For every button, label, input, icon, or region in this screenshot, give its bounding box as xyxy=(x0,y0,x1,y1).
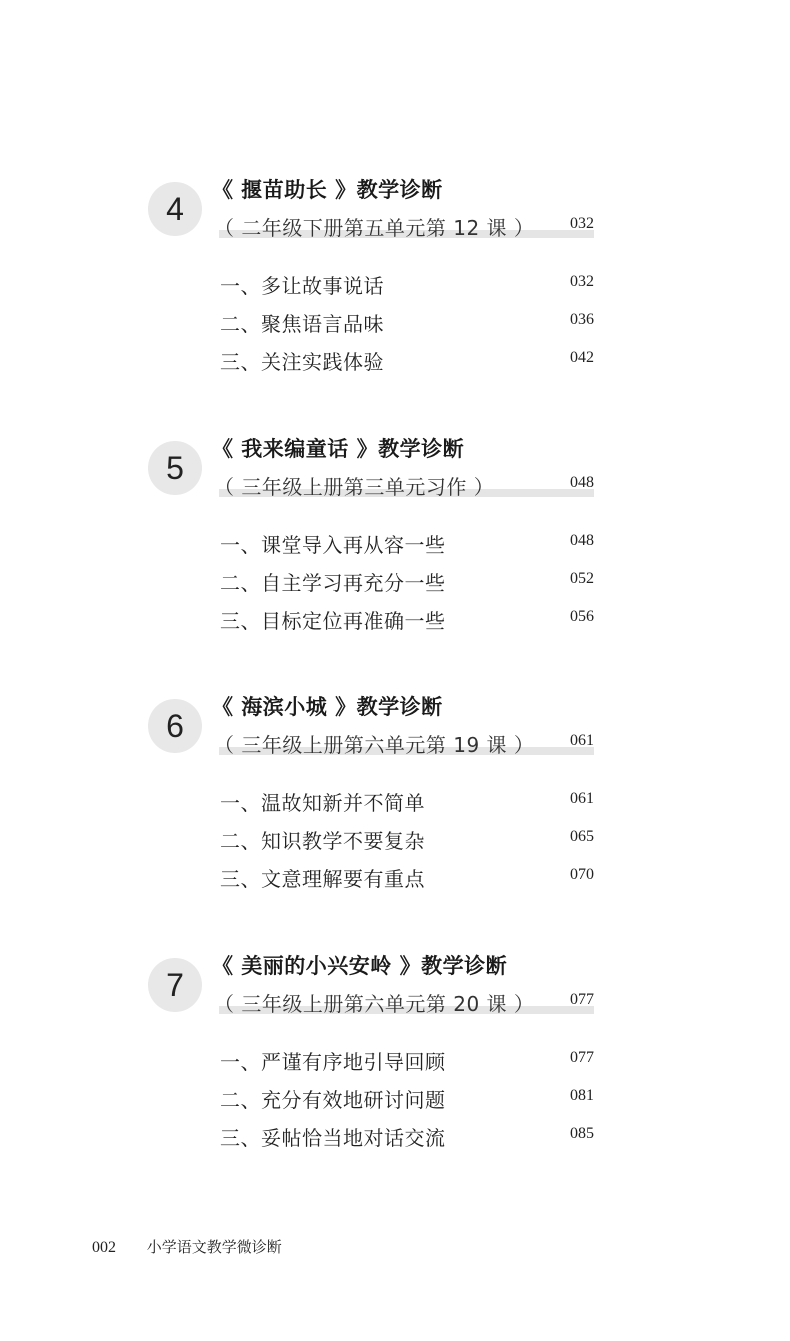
chapter-page-number: 032 xyxy=(570,215,594,232)
section-item[interactable] xyxy=(220,308,594,338)
section-item[interactable] xyxy=(220,863,594,893)
section-label: 一、多让故事说话 xyxy=(220,274,384,298)
chapter-title[interactable]: 《 美丽的小兴安岭 》教学诊断 xyxy=(212,954,508,978)
chapter-page-number: 077 xyxy=(570,991,594,1008)
toc-entry-6 xyxy=(0,695,790,919)
section-label: 三、目标定位再准确一些 xyxy=(220,609,446,633)
section-item[interactable] xyxy=(220,567,594,597)
section-label: 一、严谨有序地引导回顾 xyxy=(220,1050,446,1074)
section-item[interactable] xyxy=(220,825,594,855)
chapter-number-badge: 7 xyxy=(148,958,202,1012)
footer-book-title: 小学语文教学微诊断 xyxy=(146,1238,282,1256)
chapter-number-badge: 6 xyxy=(148,699,202,753)
section-item[interactable] xyxy=(220,1084,594,1114)
chapter-page-number: 048 xyxy=(570,474,594,491)
section-label: 二、自主学习再充分一些 xyxy=(220,571,446,595)
section-page-number: 081 xyxy=(570,1087,594,1104)
section-item[interactable] xyxy=(220,1046,594,1076)
section-page-number: 085 xyxy=(570,1125,594,1142)
section-page-number: 052 xyxy=(570,570,594,587)
section-page-number: 032 xyxy=(570,273,594,290)
chapter-subtitle: （ 三年级上册第三单元习作 ） xyxy=(214,475,495,499)
toc-entry-7 xyxy=(0,954,790,1178)
section-page-number: 061 xyxy=(570,790,594,807)
section-item[interactable] xyxy=(220,787,594,817)
chapter-title[interactable]: 《 揠苗助长 》教学诊断 xyxy=(212,178,443,202)
section-item[interactable] xyxy=(220,529,594,559)
section-page-number: 048 xyxy=(570,532,594,549)
section-label: 二、充分有效地研讨问题 xyxy=(220,1088,446,1112)
section-label: 三、妥帖恰当地对话交流 xyxy=(220,1126,446,1150)
section-page-number: 077 xyxy=(570,1049,594,1066)
section-label: 二、知识教学不要复杂 xyxy=(220,829,425,853)
chapter-subtitle: （ 三年级上册第六单元第 20 课 ） xyxy=(214,992,535,1016)
chapter-title[interactable]: 《 海滨小城 》教学诊断 xyxy=(212,695,443,719)
chapter-subtitle: （ 二年级下册第五单元第 12 课 ） xyxy=(214,216,535,240)
section-item[interactable] xyxy=(220,270,594,300)
page-footer xyxy=(92,1236,282,1257)
chapter-subtitle: （ 三年级上册第六单元第 19 课 ） xyxy=(214,733,535,757)
toc-entry-5 xyxy=(0,437,790,661)
chapter-page-number: 061 xyxy=(570,732,594,749)
section-label: 一、课堂导入再从容一些 xyxy=(220,533,446,557)
section-item[interactable] xyxy=(220,1122,594,1152)
chapter-number-badge: 4 xyxy=(148,182,202,236)
section-page-number: 056 xyxy=(570,608,594,625)
section-page-number: 042 xyxy=(570,349,594,366)
chapter-number-badge: 5 xyxy=(148,441,202,495)
section-item[interactable] xyxy=(220,346,594,376)
footer-page-number: 002 xyxy=(92,1239,116,1256)
chapter-title[interactable]: 《 我来编童话 》教学诊断 xyxy=(212,437,465,461)
toc-entry-4 xyxy=(0,178,790,402)
section-label: 二、聚焦语言品味 xyxy=(220,312,384,336)
section-page-number: 070 xyxy=(570,866,594,883)
section-page-number: 065 xyxy=(570,828,594,845)
section-label: 一、温故知新并不简单 xyxy=(220,791,425,815)
section-label: 三、关注实践体验 xyxy=(220,350,384,374)
section-page-number: 036 xyxy=(570,311,594,328)
section-item[interactable] xyxy=(220,605,594,635)
section-label: 三、文意理解要有重点 xyxy=(220,867,425,891)
